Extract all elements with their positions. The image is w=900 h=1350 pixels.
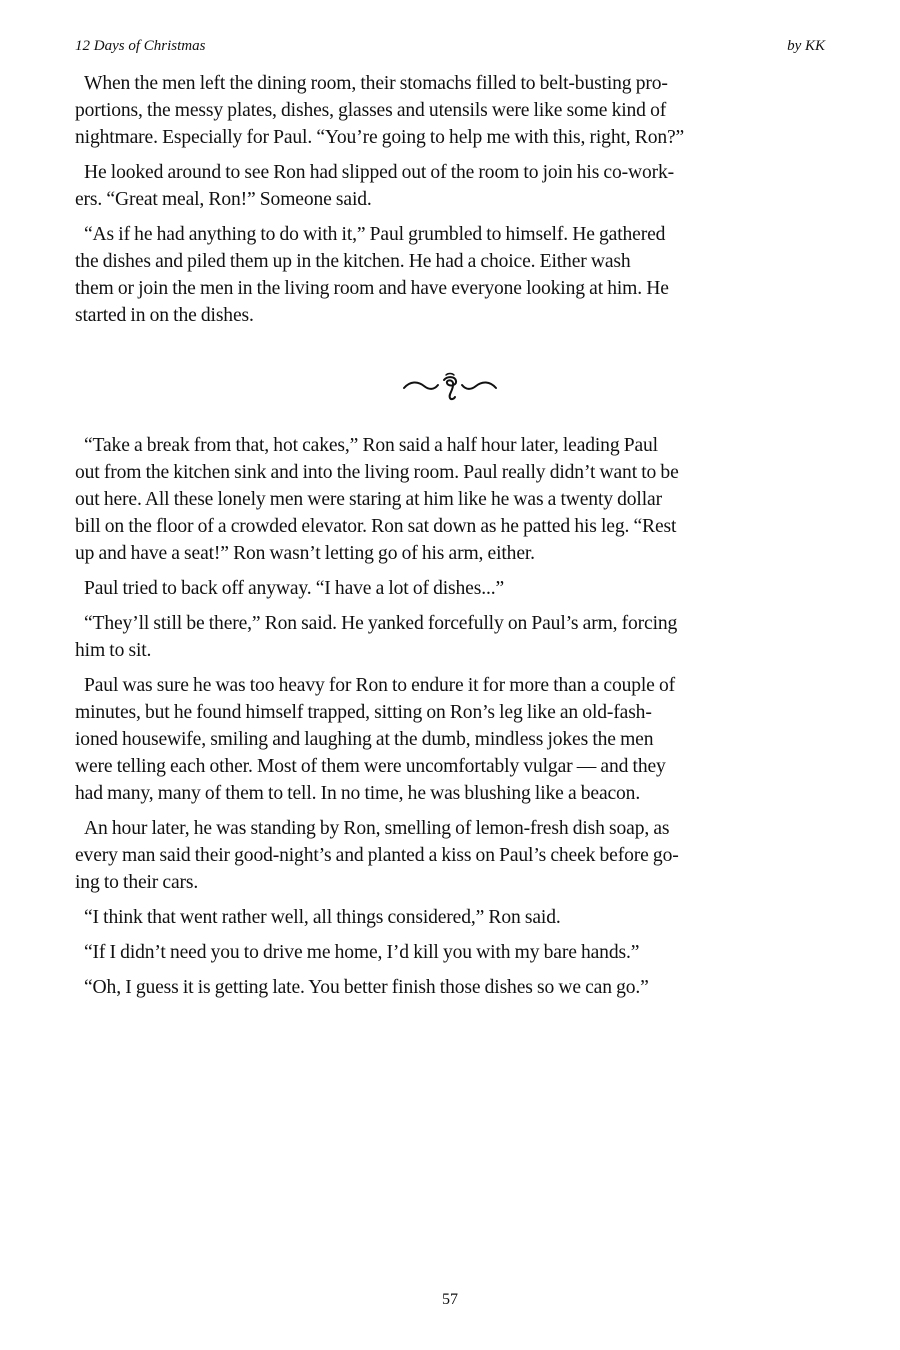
text-line: started in on the dishes. xyxy=(75,305,254,326)
paragraph xyxy=(75,672,825,807)
text-line: ing to their cars. xyxy=(75,872,199,893)
paragraph xyxy=(75,221,825,329)
text-line: bill on the floor of a crowded elevator. Ron sat down as he patted his leg. “Rest xyxy=(75,516,677,537)
page-number: 57 xyxy=(442,1291,458,1308)
paragraph xyxy=(75,610,825,664)
text-line: “They’ll still be there,” Ron said. He yanked forcefully on Paul’s arm, forcing xyxy=(84,613,678,634)
text-line: had many, many of them to tell. In no time, he was blushing like a beacon. xyxy=(75,783,641,804)
paragraph xyxy=(75,904,825,931)
text-line: them or join the men in the living room and have everyone looking at him. He xyxy=(75,278,669,299)
text-line: were telling each other. Most of them were uncomfortably vulgar — and they xyxy=(75,756,666,777)
text-line: He looked around to see Ron had slipped out of the room to join his co-work- xyxy=(84,162,675,183)
paragraph xyxy=(75,575,825,602)
text-line: minutes, but he found himself trapped, sitting on Ron’s leg like an old-fash- xyxy=(75,702,652,723)
text-line: “Oh, I guess it is getting late. You better finish those dishes so we can go.” xyxy=(84,977,649,998)
text-line: portions, the messy plates, dishes, glasses and utensils were like some kind of xyxy=(75,100,667,121)
paragraph xyxy=(75,815,825,896)
author-credit: by KK xyxy=(787,38,825,54)
paragraph xyxy=(75,159,825,213)
text-line: up and have a seat!” Ron wasn’t letting go of his arm, either. xyxy=(75,543,535,564)
text-line: Paul was sure he was too heavy for Ron to endure it for more than a couple of xyxy=(84,675,675,696)
paragraph xyxy=(75,432,825,567)
text-line: “As if he had anything to do with it,” Paul grumbled to himself. He gathered xyxy=(84,224,666,245)
text-line: out from the kitchen sink and into the living room. Paul really didn’t want to be xyxy=(75,462,679,483)
text-line: ers. “Great meal, Ron!” Someone said. xyxy=(75,189,372,210)
body-text-section-1 xyxy=(75,70,825,337)
text-line: “I think that went rather well, all things considered,” Ron said. xyxy=(84,907,561,928)
scene-break-flourish-icon xyxy=(400,368,500,404)
text-line: Paul tried to back off anyway. “I have a lot of dishes...” xyxy=(84,578,504,599)
book-title: 12 Days of Christmas xyxy=(75,38,206,54)
text-line: out here. All these lonely men were staring at him like he was a twenty dollar xyxy=(75,489,662,510)
text-line: “Take a break from that, hot cakes,” Ron said a half hour later, leading Paul xyxy=(84,435,658,456)
paragraph xyxy=(75,939,825,966)
text-line: every man said their good-night’s and planted a kiss on Paul’s cheek before go- xyxy=(75,845,679,866)
running-header xyxy=(75,35,825,57)
text-line: nightmare. Especially for Paul. “You’re going to help me with this, right, Ron?” xyxy=(75,127,685,148)
text-line: ioned housewife, smiling and laughing at the dumb, mindless jokes the men xyxy=(75,729,654,750)
text-line: him to sit. xyxy=(75,640,152,661)
text-line: the dishes and piled them up in the kitchen. He had a choice. Either wash xyxy=(75,251,631,272)
paragraph xyxy=(75,70,825,151)
body-text-section-2 xyxy=(75,432,825,1009)
text-line: When the men left the dining room, their stomachs filled to belt-busting pro- xyxy=(84,73,668,94)
paragraph xyxy=(75,974,825,1001)
text-line: An hour later, he was standing by Ron, smelling of lemon-fresh dish soap, as xyxy=(84,818,670,839)
text-line: “If I didn’t need you to drive me home, I’d kill you with my bare hands.” xyxy=(84,942,640,963)
